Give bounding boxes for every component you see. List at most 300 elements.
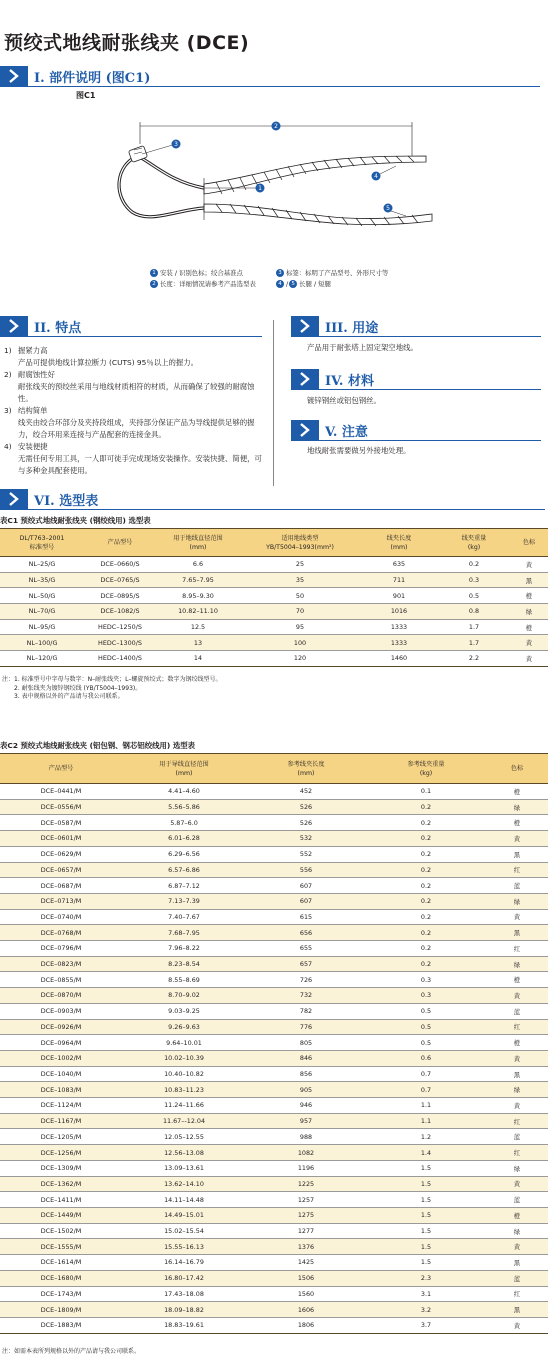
table1-cell: 2.2 bbox=[438, 651, 510, 667]
table2-cell: 6.29–6.56 bbox=[122, 846, 246, 862]
table1-cell: HEDC–1300/S bbox=[84, 635, 156, 651]
table2-cell: 946 bbox=[246, 1098, 366, 1114]
table1-note: 3. 表中规格以外的产品请与我公司联系。 bbox=[14, 693, 124, 701]
table2-row bbox=[0, 1129, 548, 1145]
table2-cell: 8.23–8.54 bbox=[122, 956, 246, 972]
feature-description: 耐张线夹的预绞丝采用与地线材质相符的材质，从而确保了较强的耐腐蚀性。 bbox=[18, 382, 255, 403]
table2-cell: 556 bbox=[246, 862, 366, 878]
table2-cell: DCE–1083/M bbox=[0, 1082, 122, 1098]
table2-cell: 0.2 bbox=[366, 878, 486, 894]
column-divider bbox=[273, 320, 274, 486]
table2-row bbox=[0, 956, 548, 972]
table2-cell: DCE–0713/M bbox=[0, 893, 122, 909]
table2-cell: DCE–0740/M bbox=[0, 909, 122, 925]
table2-note: 注：如需本表所列规格以外的产品请与我公司联系。 bbox=[2, 1348, 141, 1355]
table1-cell: DCE–0660/S bbox=[84, 557, 156, 573]
table1-note: 2. 耐张线夹为镀锌钢绞线 (YB/T5004–1993)。 bbox=[14, 684, 142, 692]
table2-column-header: 用于导线直径范围 (mm) bbox=[122, 754, 246, 784]
table2-cell: 黑 bbox=[486, 1066, 548, 1082]
section-heading-selection bbox=[0, 489, 98, 509]
table1-cell: 1460 bbox=[360, 651, 438, 667]
table1-cell: 70 bbox=[240, 604, 360, 620]
table2-cell: DCE–0629/M bbox=[0, 846, 122, 862]
table2-cell: 18.09–18.82 bbox=[122, 1302, 246, 1318]
table2-cell: 805 bbox=[246, 1035, 366, 1051]
legend-item-3 bbox=[276, 268, 388, 277]
legend-number: 5 bbox=[289, 280, 297, 288]
table2-cell: 黄 bbox=[486, 831, 548, 847]
material-text: 镀锌钢丝或铝包钢丝。 bbox=[307, 396, 381, 405]
table1-cell: DCE–0895/S bbox=[84, 588, 156, 604]
table2-cell: 607 bbox=[246, 893, 366, 909]
table2-cell: 1.5 bbox=[366, 1223, 486, 1239]
callout-4: 4 bbox=[374, 173, 378, 181]
table2-cell: 红 bbox=[486, 1286, 548, 1302]
table2-cell: 黄 bbox=[486, 1239, 548, 1255]
table2-cell: 16.14–16.79 bbox=[122, 1255, 246, 1271]
table2-cell: 红 bbox=[486, 941, 548, 957]
table2-cell: 18.83–19.61 bbox=[122, 1317, 246, 1333]
table2-cell: 6.87–7.12 bbox=[122, 878, 246, 894]
table1-cell: 35 bbox=[240, 572, 360, 588]
section-title: V. 注意 bbox=[325, 424, 368, 440]
table2-cell: 1.4 bbox=[366, 1145, 486, 1161]
section-underline bbox=[0, 86, 540, 87]
section-title: VI. 选型表 bbox=[34, 493, 99, 509]
table2-cell: 0.1 bbox=[366, 784, 486, 800]
section-underline bbox=[291, 440, 541, 441]
table2-cell: 7.68–7.95 bbox=[122, 925, 246, 941]
table1-cell: DCE–0765/S bbox=[84, 572, 156, 588]
table2-cell: DCE–0687/M bbox=[0, 878, 122, 894]
table2-cell: 732 bbox=[246, 988, 366, 1004]
table2-cell: 1806 bbox=[246, 1317, 366, 1333]
table2-cell: 17.43–18.08 bbox=[122, 1286, 246, 1302]
table2-cell: DCE–1040/M bbox=[0, 1066, 122, 1082]
legend-item-1 bbox=[150, 268, 243, 277]
table1-header-row bbox=[0, 529, 548, 557]
legend-item-2 bbox=[150, 279, 256, 288]
table2-cell: 552 bbox=[246, 846, 366, 862]
table2-cell: DCE–1555/M bbox=[0, 1239, 122, 1255]
table2-cell: 黄 bbox=[486, 1176, 548, 1192]
table2-cell: 橙 bbox=[486, 815, 548, 831]
table2-cell: 3.7 bbox=[366, 1317, 486, 1333]
table1-cell: 13 bbox=[156, 635, 240, 651]
table2-cell: 1.5 bbox=[366, 1160, 486, 1176]
table2-row bbox=[0, 878, 548, 894]
table2-row bbox=[0, 988, 548, 1004]
legend-item-4-5 bbox=[276, 279, 331, 288]
table1-cell: NL–95/G bbox=[0, 619, 84, 635]
table1-column-header: 线夹长度 (mm) bbox=[360, 529, 438, 557]
table2-cell: DCE–0903/M bbox=[0, 1003, 122, 1019]
section-underline bbox=[291, 389, 541, 390]
table2-row bbox=[0, 815, 548, 831]
table2-cell: DCE–0926/M bbox=[0, 1019, 122, 1035]
table2-cell: 11.67–-12.04 bbox=[122, 1113, 246, 1129]
table2-row bbox=[0, 1145, 548, 1161]
table1-cell: 711 bbox=[360, 572, 438, 588]
section-underline bbox=[291, 336, 541, 337]
table2-cell: 8.55–8.69 bbox=[122, 972, 246, 988]
table2-cell: DCE–0796/M bbox=[0, 941, 122, 957]
table2-row bbox=[0, 1192, 548, 1208]
table2-row bbox=[0, 1035, 548, 1051]
table2-cell: 蓝 bbox=[486, 1192, 548, 1208]
table1-cell: 120 bbox=[240, 651, 360, 667]
table2-cell: 5.87–6.0 bbox=[122, 815, 246, 831]
table2-row bbox=[0, 1176, 548, 1192]
table2-cell: 14.49–15.01 bbox=[122, 1207, 246, 1223]
table1-cell: 黄 bbox=[510, 557, 548, 573]
feature-item bbox=[4, 441, 266, 477]
table2-cell: 5.56–5.86 bbox=[122, 799, 246, 815]
table2-cell: 黑 bbox=[486, 925, 548, 941]
table2-row bbox=[0, 1160, 548, 1176]
table2-row bbox=[0, 925, 548, 941]
table2-cell: 10.40–10.82 bbox=[122, 1066, 246, 1082]
table2-row bbox=[0, 1239, 548, 1255]
table2-cell: 1560 bbox=[246, 1286, 366, 1302]
legend-text: 安装 / 识别色标；绞合基准点 bbox=[160, 269, 243, 277]
table2-cell: 0.2 bbox=[366, 831, 486, 847]
table2-cell: 1.5 bbox=[366, 1207, 486, 1223]
table2-cell: 0.5 bbox=[366, 1003, 486, 1019]
table1-row bbox=[0, 619, 548, 635]
callout-1: 1 bbox=[258, 185, 262, 193]
table2-column-header: 产品型号 bbox=[0, 754, 122, 784]
figure-label: 图C1 bbox=[76, 91, 96, 100]
table2-cell: 橙 bbox=[486, 1035, 548, 1051]
table2-cell: 黑 bbox=[486, 1302, 548, 1318]
table2-cell: 0.2 bbox=[366, 846, 486, 862]
table2-row bbox=[0, 1019, 548, 1035]
feature-number: 3) bbox=[4, 406, 12, 415]
table1-cell: 0.8 bbox=[438, 604, 510, 620]
feature-heading: 握紧力高 bbox=[18, 346, 48, 355]
table2-cell: 蓝 bbox=[486, 1270, 548, 1286]
table2-cell: 856 bbox=[246, 1066, 366, 1082]
feature-item bbox=[4, 405, 266, 441]
table2-cell: DCE–0601/M bbox=[0, 831, 122, 847]
table2-row bbox=[0, 862, 548, 878]
table2-cell: 3.2 bbox=[366, 1302, 486, 1318]
legend-separator: / bbox=[286, 279, 289, 288]
chevron-right-icon bbox=[0, 489, 28, 509]
table1 bbox=[0, 528, 548, 667]
table2-cell: 13.62–14.10 bbox=[122, 1176, 246, 1192]
table2-row bbox=[0, 1207, 548, 1223]
section-underline bbox=[0, 336, 262, 337]
table2-row bbox=[0, 941, 548, 957]
table1-cell: NL–50/G bbox=[0, 588, 84, 604]
table2-cell: DCE–1124/M bbox=[0, 1098, 122, 1114]
table2-cell: 9.64–10.01 bbox=[122, 1035, 246, 1051]
table2-cell: 1606 bbox=[246, 1302, 366, 1318]
legend-number: 1 bbox=[150, 269, 158, 277]
table2-cell: 绿 bbox=[486, 956, 548, 972]
table2-cell: 12.05–12.55 bbox=[122, 1129, 246, 1145]
table2-cell: 1376 bbox=[246, 1239, 366, 1255]
table2-cell: DCE–1743/M bbox=[0, 1286, 122, 1302]
chevron-right-icon bbox=[291, 369, 319, 389]
usage-text: 产品用于耐张塔上固定架空地线。 bbox=[307, 343, 418, 352]
table2-cell: 0.2 bbox=[366, 941, 486, 957]
table1-cell: 14 bbox=[156, 651, 240, 667]
table1-cell: 7.65–7.95 bbox=[156, 572, 240, 588]
table2-cell: 红 bbox=[486, 1145, 548, 1161]
table2-cell: 红 bbox=[486, 1019, 548, 1035]
table2-cell: 1.5 bbox=[366, 1176, 486, 1192]
table2-cell: 黄 bbox=[486, 1050, 548, 1066]
feature-heading: 耐腐蚀性好 bbox=[18, 370, 55, 379]
caution-text: 地线耐张需要做另外接地处理。 bbox=[307, 446, 411, 455]
section-underline bbox=[0, 509, 545, 510]
table2-cell: 红 bbox=[486, 1113, 548, 1129]
callout-2: 2 bbox=[274, 123, 278, 131]
table1-cell: 635 bbox=[360, 557, 438, 573]
table1-column-header: 色标 bbox=[510, 529, 548, 557]
section-title: II. 特点 bbox=[34, 320, 82, 336]
table2-cell: 532 bbox=[246, 831, 366, 847]
table2-cell: DCE–0855/M bbox=[0, 972, 122, 988]
table2-cell: 1425 bbox=[246, 1255, 366, 1271]
table1-cell: NL–120/G bbox=[0, 651, 84, 667]
table2-cell: 615 bbox=[246, 909, 366, 925]
feature-heading: 安装便捷 bbox=[18, 442, 48, 451]
table2-cell: DCE–1167/M bbox=[0, 1113, 122, 1129]
table2-row bbox=[0, 1113, 548, 1129]
table1-note: 注：1. 标准型号中字母与数字：N–耐张线夹；L–螺旋预绞式；数字为钢绞线型号。 bbox=[2, 676, 222, 683]
table2-cell: 7.40–7.67 bbox=[122, 909, 246, 925]
table2-cell: 526 bbox=[246, 815, 366, 831]
table1-cell: 1.7 bbox=[438, 619, 510, 635]
table2-column-header: 色标 bbox=[486, 754, 548, 784]
table1-row bbox=[0, 588, 548, 604]
table1-cell: DCE–1082/S bbox=[84, 604, 156, 620]
table2-cell: DCE–0556/M bbox=[0, 799, 122, 815]
table2-cell: 10.83–11.23 bbox=[122, 1082, 246, 1098]
table2-cell: DCE–0587/M bbox=[0, 815, 122, 831]
table2-cell: 0.6 bbox=[366, 1050, 486, 1066]
feature-item bbox=[4, 345, 266, 369]
section-heading-caution bbox=[291, 420, 368, 440]
feature-number: 1) bbox=[4, 346, 12, 355]
table2-header-row bbox=[0, 754, 548, 784]
table1-cell: NL–25/G bbox=[0, 557, 84, 573]
table2-cell: DCE–1205/M bbox=[0, 1129, 122, 1145]
table2-cell: DCE–1809/M bbox=[0, 1302, 122, 1318]
table2-cell: DCE–0870/M bbox=[0, 988, 122, 1004]
table1-cell: 1016 bbox=[360, 604, 438, 620]
feature-number: 2) bbox=[4, 370, 12, 379]
table2-cell: 0.3 bbox=[366, 972, 486, 988]
table2-cell: 绿 bbox=[486, 1082, 548, 1098]
table2-cell: DCE–1502/M bbox=[0, 1223, 122, 1239]
table1-cell: 橙 bbox=[510, 619, 548, 635]
table2-row bbox=[0, 972, 548, 988]
table2-column-header: 参考线夹重量 (kg) bbox=[366, 754, 486, 784]
table2-cell: 526 bbox=[246, 799, 366, 815]
table2-cell: 3.1 bbox=[366, 1286, 486, 1302]
table1-cell: HEDC–1250/S bbox=[84, 619, 156, 635]
section-heading-features bbox=[0, 316, 81, 336]
table2-cell: 橙 bbox=[486, 972, 548, 988]
table2-cell: 蓝 bbox=[486, 1129, 548, 1145]
table2-cell: DCE–1411/M bbox=[0, 1192, 122, 1208]
table2-cell: 1.5 bbox=[366, 1192, 486, 1208]
table1-cell: 黄 bbox=[510, 635, 548, 651]
table1-cell: 1333 bbox=[360, 635, 438, 651]
table1-column-header: 适用地线类型 YB/T5004–1993(mm²) bbox=[240, 529, 360, 557]
table2-cell: 蓝 bbox=[486, 1003, 548, 1019]
table2-cell: 9.03–9.25 bbox=[122, 1003, 246, 1019]
table2-cell: 绿 bbox=[486, 799, 548, 815]
table2-row bbox=[0, 1098, 548, 1114]
feature-item bbox=[4, 369, 266, 405]
table2-cell: 452 bbox=[246, 784, 366, 800]
table1-column-header: 用于地线直径范围 (mm) bbox=[156, 529, 240, 557]
table1-caption: 表C1 预绞式地线耐张线夹 (钢绞线用) 选型表 bbox=[0, 516, 151, 525]
table2-cell: 9.26–9.63 bbox=[122, 1019, 246, 1035]
table2-cell: 10.02–10.39 bbox=[122, 1050, 246, 1066]
table2-cell: 6.57–6.86 bbox=[122, 862, 246, 878]
table2-cell: 1.5 bbox=[366, 1239, 486, 1255]
table2-cell: 1.2 bbox=[366, 1129, 486, 1145]
table2-cell: DCE–1256/M bbox=[0, 1145, 122, 1161]
table2-cell: 1275 bbox=[246, 1207, 366, 1223]
table2-row bbox=[0, 1270, 548, 1286]
table2-cell: 0.2 bbox=[366, 909, 486, 925]
legend-number: 4 bbox=[276, 280, 284, 288]
table2-cell: 1506 bbox=[246, 1270, 366, 1286]
table2-cell: DCE–0823/M bbox=[0, 956, 122, 972]
table2-cell: 7.96–8.22 bbox=[122, 941, 246, 957]
table2-cell: 0.7 bbox=[366, 1066, 486, 1082]
section-heading-components bbox=[0, 66, 150, 86]
table2-cell: DCE–0441/M bbox=[0, 784, 122, 800]
table1-cell: NL–70/G bbox=[0, 604, 84, 620]
legend-text: 长度：详细情况请参考产品选型表 bbox=[160, 280, 256, 288]
table2-cell: 1225 bbox=[246, 1176, 366, 1192]
legend-text: 标签：标明了产品型号、外形尺寸等 bbox=[286, 269, 389, 277]
table2-cell: 红 bbox=[486, 862, 548, 878]
legend-text: 长腿 / 短腿 bbox=[299, 280, 331, 288]
table2-cell: DCE–1362/M bbox=[0, 1176, 122, 1192]
table2-cell: 1.1 bbox=[366, 1113, 486, 1129]
table1-cell: 0.3 bbox=[438, 572, 510, 588]
table1-cell: 10.82–11.10 bbox=[156, 604, 240, 620]
table2-cell: 黄 bbox=[486, 1317, 548, 1333]
table1-cell: 50 bbox=[240, 588, 360, 604]
table1-cell: 橙 bbox=[510, 588, 548, 604]
table2-cell: 776 bbox=[246, 1019, 366, 1035]
table1-cell: 0.5 bbox=[438, 588, 510, 604]
table2-row bbox=[0, 784, 548, 800]
table2-row bbox=[0, 1082, 548, 1098]
table2-cell: 黑 bbox=[486, 846, 548, 862]
table2-cell: 0.7 bbox=[366, 1082, 486, 1098]
table1-cell: 1333 bbox=[360, 619, 438, 635]
table2-cell: DCE–0768/M bbox=[0, 925, 122, 941]
table2-row bbox=[0, 1050, 548, 1066]
table2-cell: DCE–1614/M bbox=[0, 1255, 122, 1271]
chevron-right-icon bbox=[291, 420, 319, 440]
table1-cell: 100 bbox=[240, 635, 360, 651]
table2-cell: 0.2 bbox=[366, 893, 486, 909]
table2-cell: 0.2 bbox=[366, 925, 486, 941]
table2-cell: 黄 bbox=[486, 909, 548, 925]
table2-cell: DCE–1309/M bbox=[0, 1160, 122, 1176]
table2-cell: 0.2 bbox=[366, 815, 486, 831]
table2-cell: 1196 bbox=[246, 1160, 366, 1176]
table2-cell: 7.13–7.39 bbox=[122, 893, 246, 909]
table1-column-header: DL/T763–2001 标准型号 bbox=[0, 529, 84, 557]
table2-cell: 12.56–13.08 bbox=[122, 1145, 246, 1161]
table2-cell: 绿 bbox=[486, 1223, 548, 1239]
table1-cell: 8.95–9.30 bbox=[156, 588, 240, 604]
table2-cell: 16.80–17.42 bbox=[122, 1270, 246, 1286]
table2-cell: 0.2 bbox=[366, 799, 486, 815]
table2-cell: 4.41–4.60 bbox=[122, 784, 246, 800]
table1-row bbox=[0, 651, 548, 667]
feature-description: 线夹由绞合环部分及夹持段组成，夹持部分保证产品为导线提供足够的握力，绞合环用来连接与产品配套的连接金具。 bbox=[18, 418, 255, 439]
section-title: IV. 材料 bbox=[325, 373, 374, 389]
table2-cell: 657 bbox=[246, 956, 366, 972]
table1-cell: 25 bbox=[240, 557, 360, 573]
table1-cell: 黑 bbox=[510, 572, 548, 588]
table1-cell: NL–100/G bbox=[0, 635, 84, 651]
table2-cell: 黄 bbox=[486, 1098, 548, 1114]
table1-row bbox=[0, 572, 548, 588]
table2-row bbox=[0, 831, 548, 847]
table1-cell: HEDC–1400/S bbox=[84, 651, 156, 667]
table2-row bbox=[0, 1066, 548, 1082]
table2-column-header: 参考线夹长度 (mm) bbox=[246, 754, 366, 784]
section-title: III. 用途 bbox=[325, 320, 379, 336]
table2-row bbox=[0, 1255, 548, 1271]
table2-cell: 0.5 bbox=[366, 1035, 486, 1051]
table2-cell: 黑 bbox=[486, 1255, 548, 1271]
section-title: I. 部件说明 (图C1) bbox=[34, 70, 151, 86]
table2-row bbox=[0, 799, 548, 815]
table2-cell: 0.3 bbox=[366, 988, 486, 1004]
table2-row bbox=[0, 846, 548, 862]
table2-row bbox=[0, 1317, 548, 1333]
table2-cell: 6.01–6.28 bbox=[122, 831, 246, 847]
table2-cell: 15.55–16.13 bbox=[122, 1239, 246, 1255]
table2-row bbox=[0, 893, 548, 909]
table1-cell: 6.6 bbox=[156, 557, 240, 573]
table1-cell: 0.2 bbox=[438, 557, 510, 573]
table2-cell: 1.5 bbox=[366, 1255, 486, 1271]
table1-cell: NL–35/G bbox=[0, 572, 84, 588]
table2-cell: 绿 bbox=[486, 1160, 548, 1176]
table2-cell: 1082 bbox=[246, 1145, 366, 1161]
legend-number: 3 bbox=[276, 269, 284, 277]
table2-cell: DCE–1883/M bbox=[0, 1317, 122, 1333]
table2-cell: 绿 bbox=[486, 893, 548, 909]
table2-cell: DCE–1449/M bbox=[0, 1207, 122, 1223]
table1-cell: 黄 bbox=[510, 651, 548, 667]
table1-notes bbox=[2, 676, 221, 702]
table1-column-header: 线夹重量 (kg) bbox=[438, 529, 510, 557]
table2-cell: 957 bbox=[246, 1113, 366, 1129]
table2 bbox=[0, 753, 548, 1334]
table1-cell: 1.7 bbox=[438, 635, 510, 651]
feature-description: 产品可提供地线计算拉断力 (CUTS) 95％以上的握力。 bbox=[18, 358, 199, 367]
